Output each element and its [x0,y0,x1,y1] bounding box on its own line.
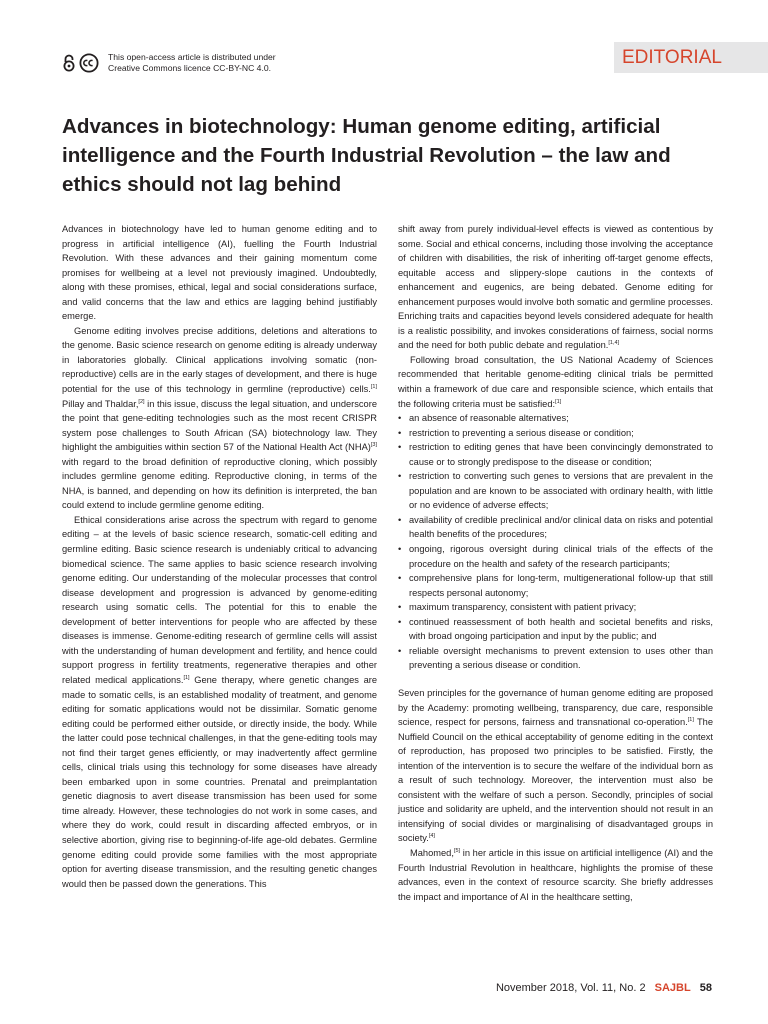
body-column-left [62,222,377,891]
list-item: • comprehensive plans for long-term, multigenerational follow-up that still respects personal autonomy; [398,571,713,600]
body-column-right [398,222,713,904]
list-item: • continued reassessment of both health and societal benefits and risks, with broad ongoing participation and input by the public; and [398,615,713,644]
list-item: • restriction to editing genes that have been convincingly demonstrated to cause or to strongly predispose to the disease or condition; [398,440,713,469]
section-label: EDITORIAL [614,42,768,73]
open-access-icon [62,54,76,72]
license-line-1: This open-access article is distributed under [108,52,276,62]
license-icons [62,53,99,73]
list-item: • restriction to preventing a serious disease or condition; [398,426,713,441]
list-item: • ongoing, rigorous oversight during clinical trials of the effects of the procedure on the health and safety of the research participants; [398,542,713,571]
criteria-list [398,411,713,673]
paragraph: Ethical considerations arise across the spectrum with regard to genome editing – at the levels of basic science research, somatic-cell editing and germline editing. Basic science research is undeniably critical to advancing biomedical science. The same applies to basic science research involving genome editing. Our understanding of the molecular processes that control disease development and progression is advanced by genome-editing research using somatic cells. The potential for this to enable the development of better interventions for people who are affected by these diseases is immense. Genome-editing research of germline cells will assist with the understanding of human development and fertility, and hence could support progress in fertility treatments, regenerative therapies and other related medical applications.[1] Gene therapy, where genetic changes are made to somatic cells, is an established modality of treatment, and genome editing for somatic applications would not be dissimilar. Somatic genome editing could be performed either outside, or directly inside, the body. While the latter could pose technical challenges, in that the gene-editing tools may not find their target genes efficiently, or may inadvertently affect germline cells, clinical trials using this technology for some diseases have already been embarked upon in some countries. Prenatal and preimplantation genetic diagnosis to avert disease transmission has been used for some time already. However, these technologies do not work in some cases, and where they do work, could result in discarding affected embryos, or in selective abortion, giving rise to beginning-of-life age-old debates. Germline genome editing could provide some families with the most appropriate option for averting disease transmission, and the resulting genetic changes would then be passed down the generations. This [62,514,378,889]
list-item: • restriction to converting such genes to versions that are prevalent in the population and are known to be associated with ordinary health, with little or no evidence of adverse effects; [398,469,713,513]
list-item: • reliable oversight mechanisms to prevent extension to uses other than preventing a serious disease or condition. [398,644,713,673]
creative-commons-icon [79,53,99,73]
journal-name: SAJBL [654,982,691,994]
list-item: • maximum transparency, consistent with patient privacy; [398,600,713,615]
paragraph: Mahomed,[5] in her article in this issue on artificial intelligence (AI) and the Fourth Industrial Revolution in healthcare, highlights the promise of these advances, even in the context of resource scarcity. She briefly addresses the impact and importance of AI in the healthcare setting, [398,847,713,902]
paragraph: shift away from purely individual-level effects is viewed as contentious by some. Social and ethical concerns, including those involving the acceptance of children with disabilities, the risk of inheriting off-target genome effects, equitable access and slippery-slope cautions in the contexts of enhancement and eugenics, are being debated. Genome editing for enhancement purposes would involve both somatic and germline processes. Enriching traits and capacities beyond levels considered adequate for health is a realistic possibility, and invokes considerations of fairness, social norms and the need for both public debate and regulation.[1,4] [398,224,713,351]
page-footer [496,982,712,994]
list-item: • an absence of reasonable alternatives; [398,411,713,426]
page-number: 58 [699,982,712,994]
license-line-2: Creative Commons licence CC-BY-NC 4.0. [108,63,272,73]
issue-info: November 2018, Vol. 11, No. 2 [495,982,646,994]
license-text [108,52,276,74]
list-item: • availability of credible preclinical and/or clinical data on risks and potential health benefits of the procedures; [398,513,713,542]
paragraph: Genome editing involves precise additions, deletions and alterations to the genome. Basic science research on genome editing is already underway in laboratories globally. Clinical applications involving somatic (non-reproductive) cells are in the early stages of development, and there is huge potential for the use of this technology in germline (reproductive) cells.[1] Pillay and Thaldar,[2] in this issue, discuss the legal situation, and underscore the point that gene-editing technologies such as the most recent CRISPR system pose challenges to South African (SA) biotechnology law. They highlight the ambiguities within section 57 of the National Health Act (NHA)[3] with regard to the broad definition of reproductive cloning, which possibly includes germline genome editing. Reproductive cloning, in terms of the NHA, is banned, and depending on how its definition is interpreted, the ban could extend to include germline genome editing. [62,325,377,511]
paragraph: Advances in biotechnology have led to human genome editing and to progress in artificial intelligence (AI), fuelling the Fourth Industrial Revolution. With these advances and their gaining momentum come promises for wellbeing at a level not previously imagined. Undoubtedly, along with these promises, ethical, legal and social considerations surface, and valid concerns that the law and ethics are lagging behind justifiably emerge. [62,224,377,322]
license-notice [62,52,276,74]
paragraph: Seven principles for the governance of human genome editing are proposed by the Academy: promoting wellbeing, transparency, due care, responsible science, respect for persons, fairness and transnational co-operation.[1] The Nuffield Council on the ethical acceptability of genome editing in the context of reproduction, has proposed two principles to be satisfied. Firstly, the intention of the intervention is to secure the welfare of the individual born as a result of such technology. Moreover, the intervention must also be consistent with the welfare of such a person. Secondly, principles of social justice and solidarity are upheld, and the intervention should not result in an intensifying of social divides or marginalising of disadvantaged groups in society.[4] [398,687,714,844]
article-title: Advances in biotechnology: Human genome editing, artificial intelligence and the Fourth Industrial Revolution – the law and ethics should not lag behind [62,115,671,196]
paragraph: Following broad consultation, the US National Academy of Sciences recommended that heritable genome-editing clinical trials be permitted within a framework of due care and responsible science, which entails that the following criteria must be satisfied:[1] [398,354,713,409]
